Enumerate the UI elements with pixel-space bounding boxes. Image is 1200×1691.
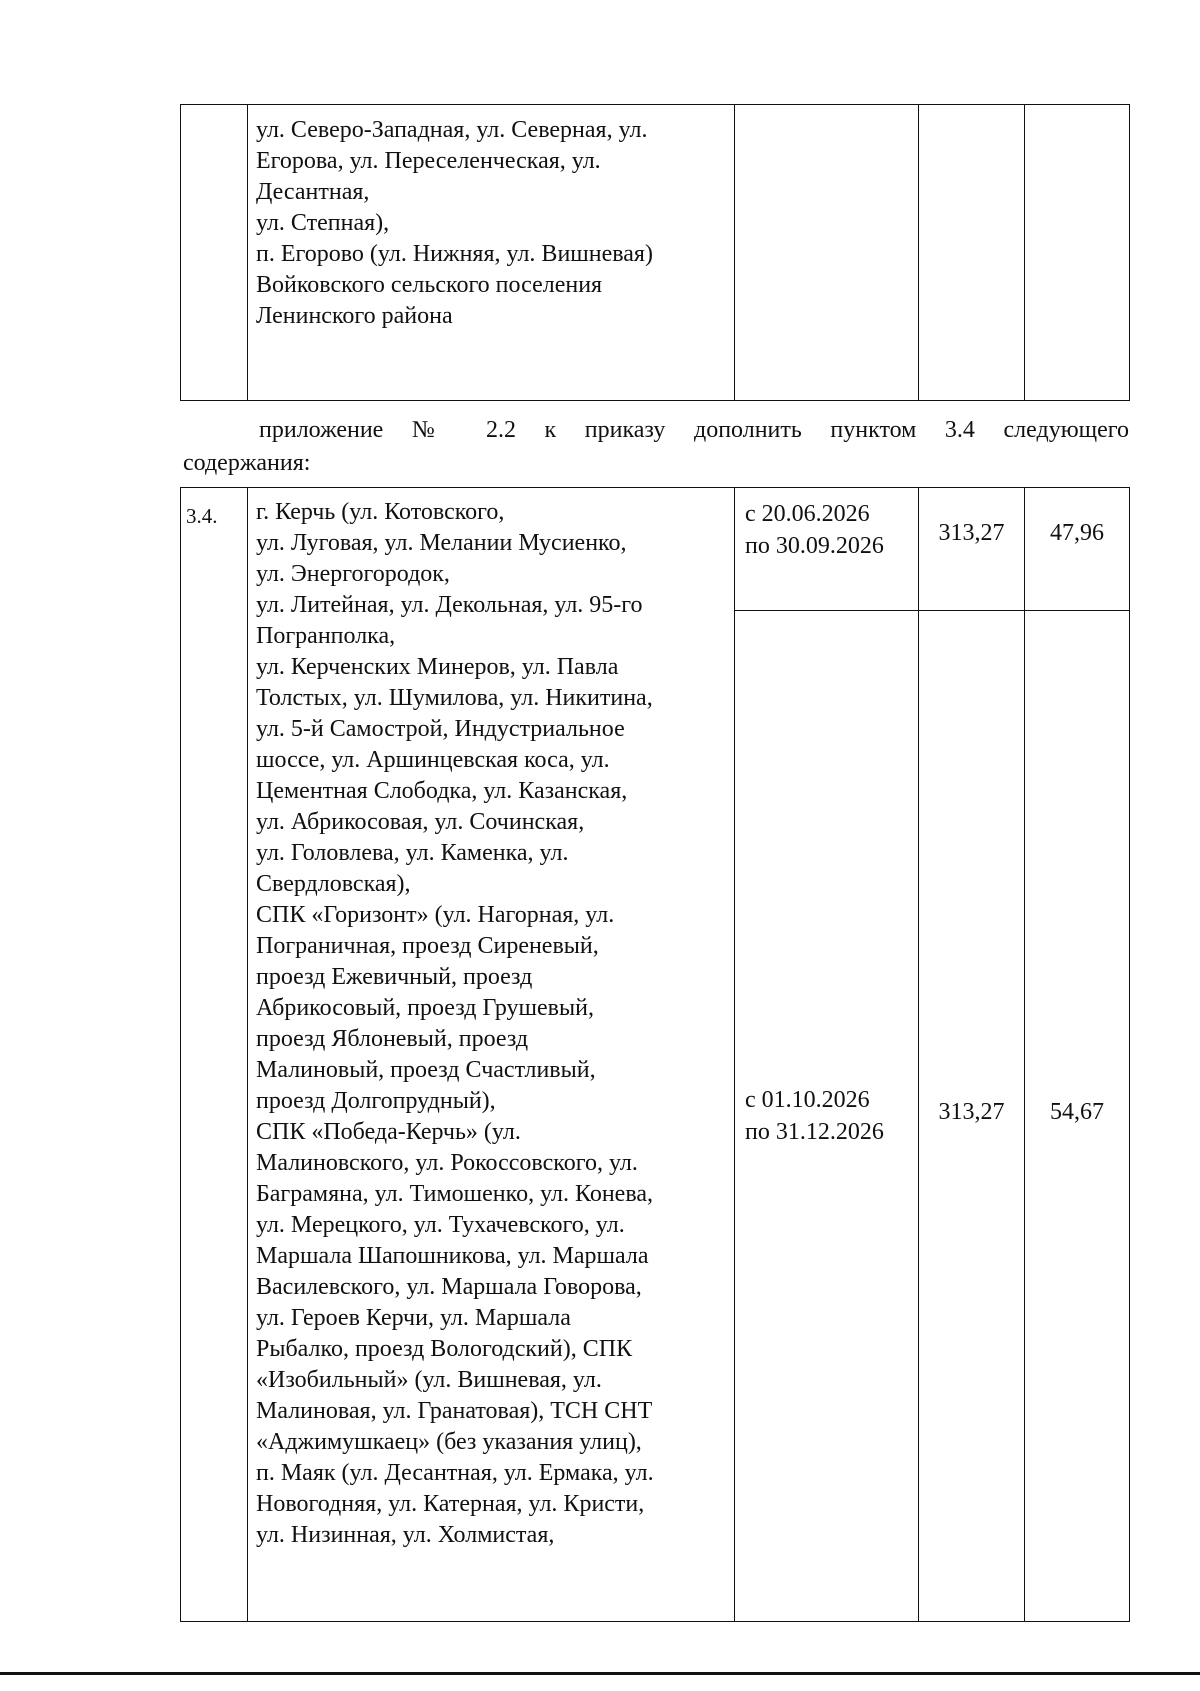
table-continuation xyxy=(180,104,1130,401)
value2-cell: 54,67 xyxy=(1025,611,1130,1622)
table-row xyxy=(181,105,1130,401)
value1-cell: 313,27 xyxy=(919,611,1025,1622)
address-cell: ул. Северо-Западная, ул. Северная, ул. Егорова, ул. Переселенческая, ул. Десантная, ул. Степная), п. Егорово (ул. Нижняя, ул. Вишневая) Войковского сельского поселения Ленинского района xyxy=(248,105,735,401)
amendment-paragraph xyxy=(183,414,1129,480)
period-cell: с 20.06.2026 по 30.09.2026 xyxy=(735,488,919,611)
page-bottom-rule xyxy=(0,1672,1200,1675)
address-cell: г. Керчь (ул. Котовского, ул. Луговая, ул. Мелании Мусиенко, ул. Энергогородок, ул. Литейная, ул. Декольная, ул. 95-го Погранполка, ул. Керченских Минеров, ул. Павла Толстых, ул. Шумилова, ул. Никитина, ул. 5-й Самострой, Индустриальное шоссе, ул. Аршинцевская коса, ул. Цементная Слободка, ул. Казанская, ул. Абрикосовая, ул. Сочинская, ул. Головлева, ул. Каменка, ул. Свердловская), СПК «Горизонт» (ул. Нагорная, ул. Пограничная, проезд Сиреневый, проезд Ежевичный, проезд Абрикосовый, проезд Грушевый, проезд Яблоневый, проезд Малиновый, проезд Счастливый, проезд Долгопрудный), СПК «Победа-Керчь» (ул. Малиновского, ул. Рокоссовского, ул. Баграмяна, ул. Тимошенко, ул. Конева, ул. Мерецкого, ул. Тухачевского, ул. Маршала Шапошникова, ул. Маршала Василевского, ул. Маршала Говорова, ул. Героев Керчи, ул. Маршала Рыбалко, проезд Вологодский), СПК «Изобильный» (ул. Вишневая, ул. Малиновая, ул. Гранатовая), ТСН СНТ «Аджимушкаец» (без указания улиц), п. Маяк (ул. Десантная, ул. Ермака, ул. Новогодняя, ул. Катерная, ул. Кристи, ул. Низинная, ул. Холмистая, xyxy=(248,488,735,1622)
value2-cell xyxy=(1025,105,1130,401)
paragraph-line-1: приложение № 2.2 к приказу дополнить пунктом 3.4 следующего xyxy=(259,417,1129,443)
value2-cell: 47,96 xyxy=(1025,488,1130,611)
value1-cell xyxy=(919,105,1025,401)
table-item-3-4 xyxy=(180,487,1130,1622)
period-cell: с 01.10.2026 по 31.12.2026 xyxy=(735,611,919,1622)
row-number-cell: 3.4. xyxy=(181,488,248,1622)
row-number-cell xyxy=(181,105,248,401)
table-row xyxy=(181,488,1130,611)
period-cell xyxy=(735,105,919,401)
paragraph-line-2: содержания: xyxy=(183,450,311,476)
value1-cell: 313,27 xyxy=(919,488,1025,611)
